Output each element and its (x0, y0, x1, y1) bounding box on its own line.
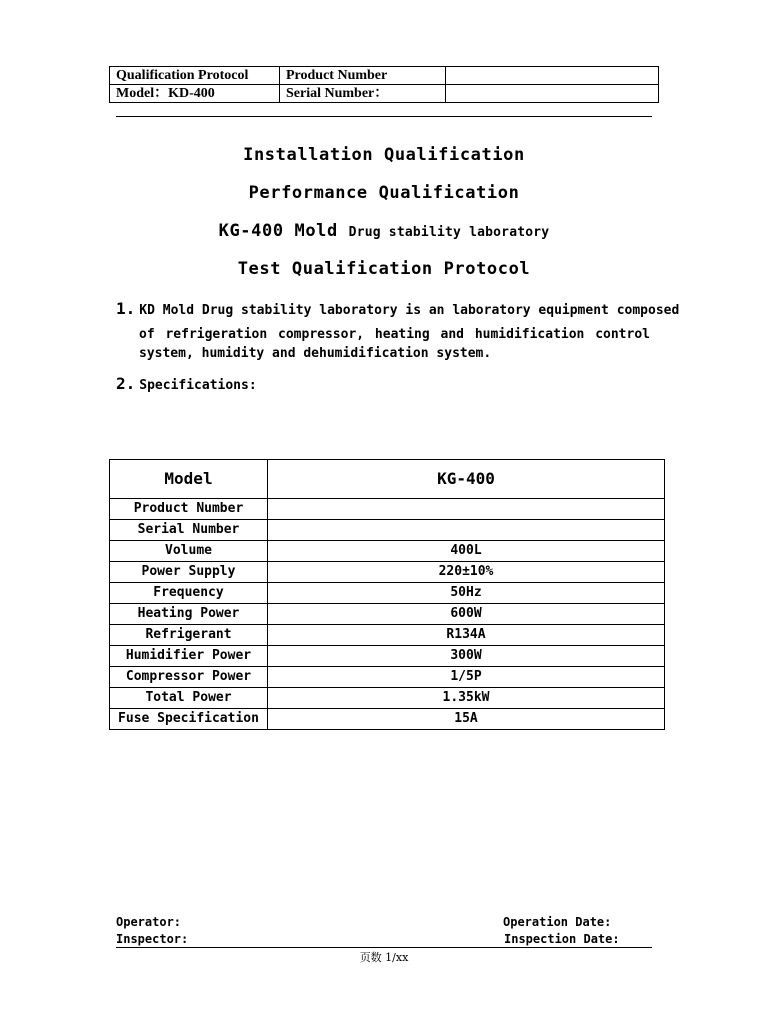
spec-value (268, 499, 665, 520)
table-row (110, 499, 665, 520)
header-row (110, 85, 659, 103)
specifications-label: Specifications: (139, 378, 257, 393)
spec-key: Product Number (110, 499, 268, 520)
section-1-text: KD Mold Drug stability laboratory is an laboratory equipment composed (139, 303, 680, 318)
spec-value: 15A (268, 709, 665, 730)
spec-key: Humidifier Power (110, 646, 268, 667)
protocol-label: Qualification Protocol (110, 67, 280, 85)
footer-divider (116, 947, 652, 948)
table-row (110, 709, 665, 730)
spec-value: 1/5P (268, 667, 665, 688)
operation-date-label: Operation Date: (503, 915, 612, 929)
product-number-label: Product Number (280, 67, 446, 85)
spec-value: R134A (268, 625, 665, 646)
spec-value: 220±10% (268, 562, 665, 583)
title-installation: Installation Qualification (243, 145, 525, 165)
table-row (110, 667, 665, 688)
table-row (110, 562, 665, 583)
table-row (110, 646, 665, 667)
spec-key: Compressor Power (110, 667, 268, 688)
page-number: 页数 1/xx (359, 951, 409, 964)
section-2-number: 2. (116, 374, 136, 393)
section-1-line-2: of refrigeration compressor, heating and humidification control (139, 327, 650, 342)
spec-header-key: Model (110, 460, 268, 499)
inspector-label: Inspector: (116, 932, 189, 946)
table-row (110, 604, 665, 625)
section-1-line-1 (116, 299, 679, 318)
spec-value: 300W (268, 646, 665, 667)
model-label: Model：KD-400 (110, 85, 280, 103)
serial-number-label: Serial Number： (280, 85, 446, 103)
header-divider (116, 116, 652, 117)
spec-key: Heating Power (110, 604, 268, 625)
title-protocol: Test Qualification Protocol (237, 259, 531, 279)
spec-value: 50Hz (268, 583, 665, 604)
title-equipment (0, 221, 768, 241)
spec-key: Volume (110, 541, 268, 562)
table-row (110, 688, 665, 709)
table-row (110, 541, 665, 562)
section-1-number: 1. (116, 299, 136, 318)
spec-value: 600W (268, 604, 665, 625)
spec-key: Serial Number (110, 520, 268, 541)
section-2-heading (116, 374, 257, 393)
spec-header-row (110, 460, 665, 499)
spec-key: Total Power (110, 688, 268, 709)
table-row (110, 520, 665, 541)
spec-key: Fuse Specification (110, 709, 268, 730)
title-equipment-main: KG-400 Mold (218, 221, 338, 241)
section-1-line-3: system, humidity and dehumidification system. (139, 346, 492, 361)
table-row (110, 583, 665, 604)
operator-label: Operator: (116, 915, 182, 929)
title-performance: Performance Qualification (248, 183, 520, 203)
spec-key: Power Supply (110, 562, 268, 583)
header-row (110, 67, 659, 85)
spec-key: Refrigerant (110, 625, 268, 646)
spec-value (268, 520, 665, 541)
product-number-value (446, 67, 659, 85)
spec-value: 1.35kW (268, 688, 665, 709)
spec-key: Frequency (110, 583, 268, 604)
serial-number-value (446, 85, 659, 103)
specifications-table (109, 459, 665, 730)
title-equipment-sub: Drug stability laboratory (348, 225, 550, 240)
table-row (110, 625, 665, 646)
inspection-date-label: Inspection Date: (504, 932, 620, 946)
spec-value: 400L (268, 541, 665, 562)
spec-header-value: KG-400 (268, 460, 665, 499)
header-table (109, 66, 659, 103)
